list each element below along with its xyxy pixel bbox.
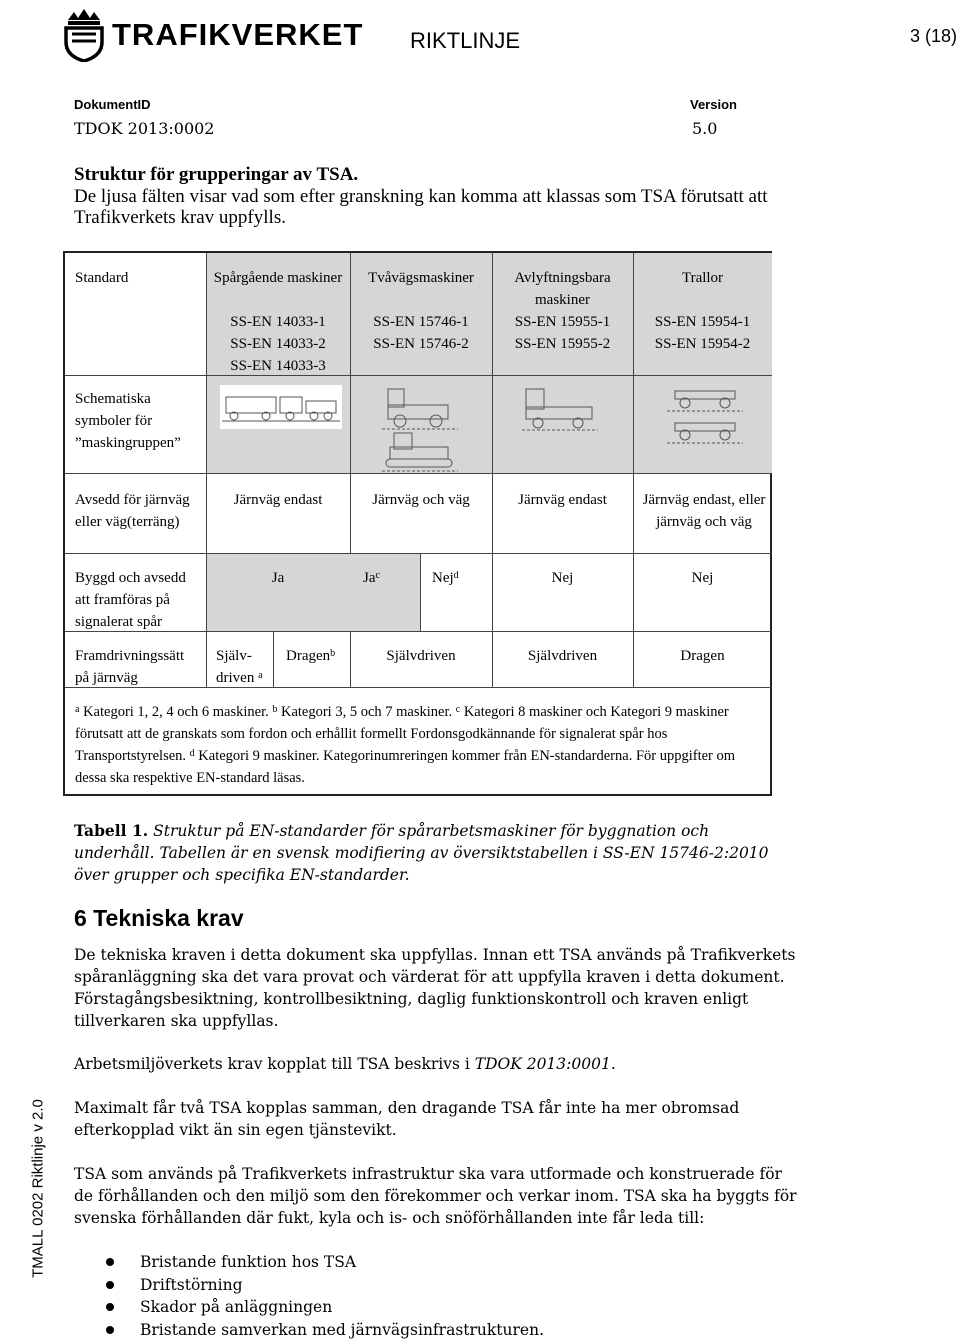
- list-item: Bristande samverkan med järnvägsinfrastrukturen.: [74, 1319, 774, 1341]
- list-item: Bristande funktion hos TSA: [74, 1251, 774, 1274]
- row-label-symbols: Schematiska symboler för ”maskingruppen”: [75, 388, 200, 454]
- document-id-label: DokumentID: [74, 97, 151, 112]
- col4-intended: Järnväg endast, eller järnväg och väg: [640, 489, 768, 533]
- col-name-4: Trallor: [633, 267, 772, 289]
- col1a-propulsion: Själv-driven $^a$: [216, 645, 271, 689]
- col1-standard-3: SS-EN 14033-3: [206, 355, 350, 377]
- row-label-intended: Avsedd för järnväg eller väg(terräng): [75, 489, 200, 533]
- col3-standard-1: SS-EN 15955-1: [492, 311, 633, 333]
- row-label-standard: Standard: [75, 267, 128, 289]
- col4-propulsion: Dragen: [633, 645, 772, 667]
- grey-built-cell: [206, 553, 421, 631]
- col1-standard-1: SS-EN 14033-1: [206, 311, 350, 333]
- col3-standard-2: SS-EN 15955-2: [492, 333, 633, 355]
- col4-built: Nej: [633, 567, 772, 589]
- caption-text: Struktur på EN-standarder för spårarbetsmaskiner för byggnation och underhåll. Tabellen är en svensk modifiering av översiktstabellen i SS-EN 15746-2:2010 över grupper och specifika EN-standarder.: [74, 822, 769, 884]
- template-side-label: TMALL 0202 Riktlinje v 2.0: [30, 1089, 47, 1289]
- requirements-list: [74, 1251, 774, 1341]
- document-type: RIKTLINJE: [410, 28, 520, 54]
- trolley-symbol-2: [665, 417, 745, 447]
- col1-standard-2: SS-EN 14033-2: [206, 333, 350, 355]
- structure-description: De ljusa fälten visar vad som efter granskning kan komma att klassas som TSA förutsatt att Trafikverkets krav uppfylls.: [74, 186, 794, 228]
- col3-intended: Järnväg endast: [492, 489, 633, 511]
- col2-standard-2: SS-EN 15746-2: [350, 333, 492, 355]
- paragraph-4: TSA som används på Trafikverkets infrastruktur ska vara utformade och konstruerade för de förhållanden och den miljö som den förekommer och verkar inom. TSA ska ha byggts för svenska förhållanden där fukt, kyla och is- och snöförhållanden inte får leda till:: [74, 1163, 804, 1229]
- page-number: 3 (18): [910, 26, 957, 47]
- col2-standard-1: SS-EN 15746-1: [350, 311, 492, 333]
- paragraph-3: Maximalt får två TSA kopplas samman, den dragande TSA får inte ha mer obromsad efterkopplad vikt än sin egen tjänstevikt.: [74, 1097, 804, 1141]
- logo-wordmark: TRAFIKVERKET: [112, 17, 363, 53]
- col4-standard-1: SS-EN 15954-1: [633, 311, 772, 333]
- col-name-2: Tvåvägsmaskiner: [350, 267, 492, 289]
- paragraph-1: De tekniska kraven i detta dokument ska uppfyllas. Innan ett TSA används på Trafikverkets spåranläggning ska det vara provat och värderat för att uppfylla kraven i detta dokument. Förstagångsbesiktning, kontrollbesiktning, daglig funktionskontroll och kraven enligt tillverkaren ska uppfyllas.: [74, 944, 804, 1032]
- col-name-3: Avlyftningsbara maskiner: [492, 267, 633, 311]
- list-item: Driftstörning: [74, 1274, 774, 1297]
- tdok-reference: TDOK 2013:0001: [475, 1055, 611, 1073]
- col2-intended: Järnväg och väg: [350, 489, 492, 511]
- col1b-propulsion: Dragen$^b$: [286, 645, 335, 667]
- crown-icon: [58, 6, 110, 62]
- col1-intended: Järnväg endast: [206, 489, 350, 511]
- col2-propulsion: Självdriven: [350, 645, 492, 667]
- trolley-symbol-1: [665, 385, 745, 415]
- version-label: Version: [690, 97, 737, 112]
- version-value: 5.0: [692, 119, 717, 138]
- tsa-structure-table: [63, 251, 772, 796]
- section-heading: 6 Tekniska krav: [74, 905, 244, 932]
- table-caption: [74, 820, 794, 886]
- paragraph-2: Arbetsmiljöverkets krav kopplat till TSA beskrivs i TDOK 2013:0001.: [74, 1053, 804, 1075]
- row-label-built: Byggd och avsedd att framföras på signalerat spår: [75, 567, 200, 633]
- table-footnotes: $^a$ Kategori 1, 2, 4 och 6 maskiner. $^b$ Kategori 3, 5 och 7 maskiner. $^c$ Kategori 8 maskiner och Kategori 9 maskiner förutsatt att de granskats som fordon och erhållit formellt Fordonsgodkännande för signalerat spår hos Transportstyrelsen. $^d$ Kategori 9 maskiner. Kategorinumreringen kommer från EN-standarderna. För uppgifter om dessa ska respektive EN-standard läsas.: [75, 701, 765, 789]
- caption-label: Tabell 1.: [74, 821, 148, 840]
- col2a-built: Ja$^c$: [363, 567, 380, 589]
- document-id: TDOK 2013:0002: [74, 119, 214, 138]
- track-machine-symbol: [220, 385, 342, 429]
- demountable-machine-symbol: [520, 385, 600, 433]
- col-name-1: Spårgående maskiner: [206, 267, 350, 289]
- col1-built: Ja: [206, 567, 350, 589]
- row-label-propulsion: Framdrivningssätt på järnväg: [75, 645, 200, 689]
- col2b-built: Nej$^d$: [432, 567, 459, 589]
- col3-built: Nej: [492, 567, 633, 589]
- col4-standard-2: SS-EN 15954-2: [633, 333, 772, 355]
- list-item: Skador på anläggningen: [74, 1296, 774, 1319]
- col3-propulsion: Självdriven: [492, 645, 633, 667]
- crawler-machine-symbol: [380, 431, 460, 473]
- structure-title: Struktur för grupperingar av TSA.: [74, 164, 358, 186]
- road-rail-truck-symbol: [380, 385, 460, 433]
